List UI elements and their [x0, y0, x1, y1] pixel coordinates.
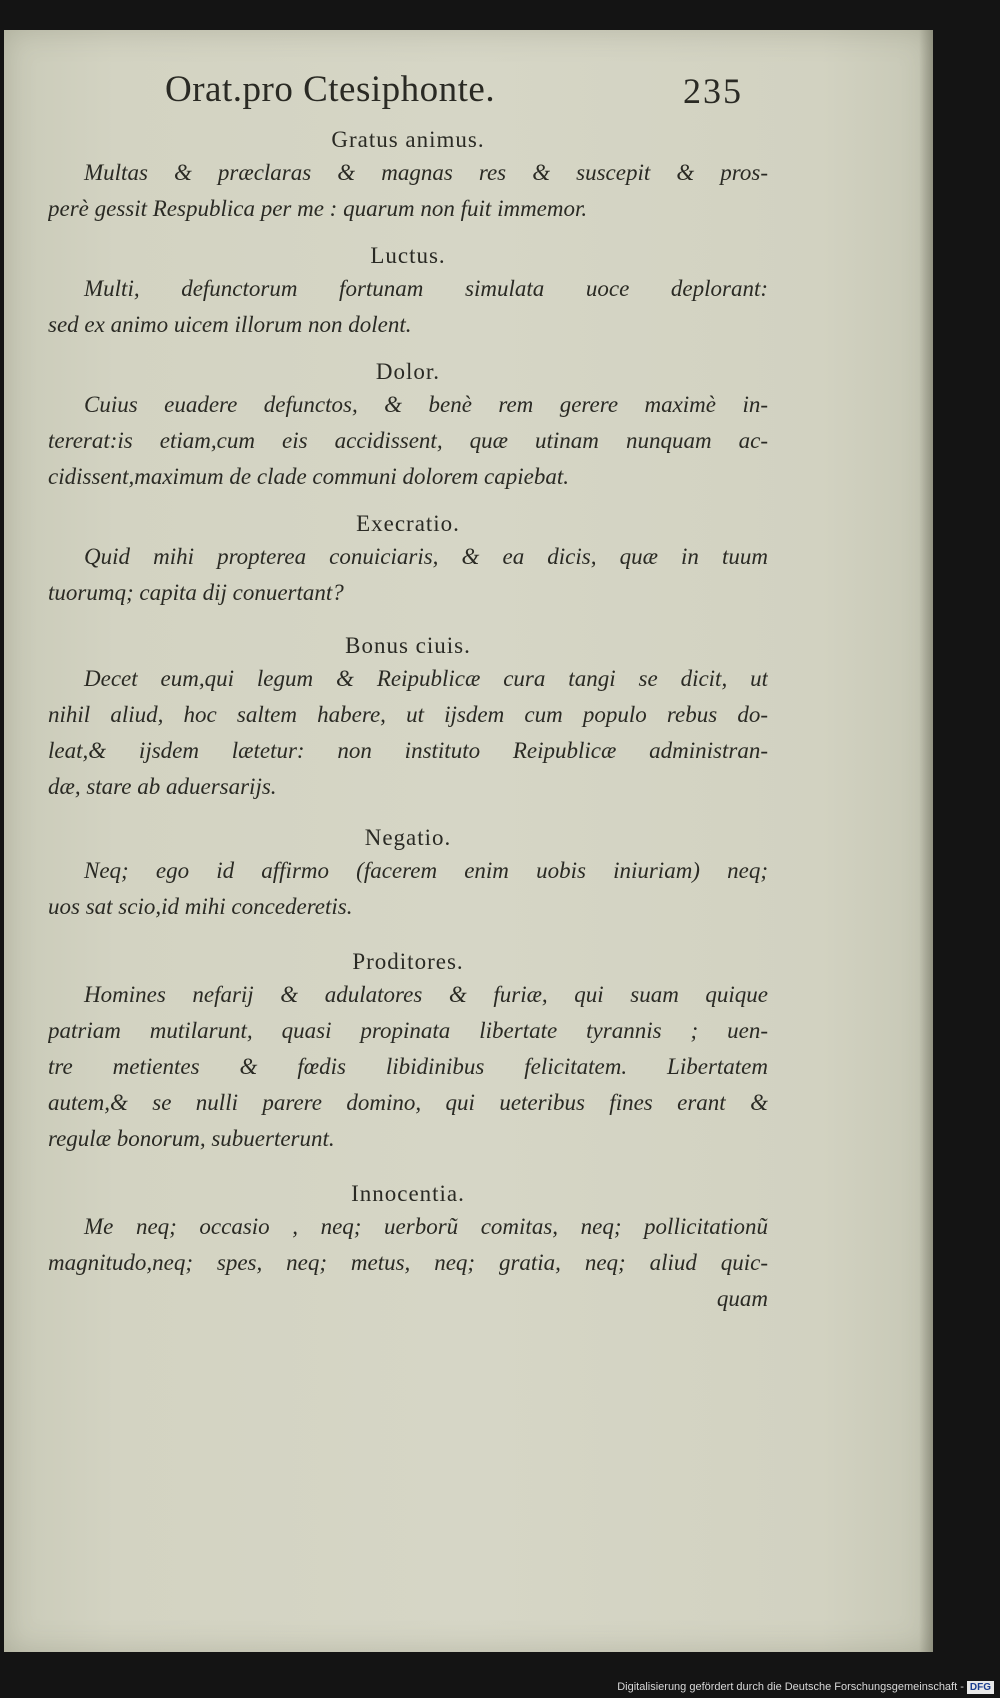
text-line: Homines nefarij & adulatores & furiæ, qui suam quique	[84, 982, 768, 1007]
credit-text: Digitalisierung gefördert durch die Deutsche Forschungsgemeinschaft -	[617, 1681, 964, 1693]
page-number: 235	[683, 71, 743, 111]
text-line: tuorumq; capita dij conuertant?	[48, 580, 344, 605]
text-line: regulæ bonorum, subuerterunt.	[48, 1126, 335, 1151]
section	[48, 125, 768, 227]
section-heading: Proditores.	[352, 949, 464, 974]
section-heading: Innocentia.	[351, 1181, 465, 1206]
running-title: Orat.pro Ctesiphonte.	[165, 69, 496, 110]
text-line: Me neq; occasio , neq; uerborũ comitas, neq; pollicitationũ	[84, 1214, 768, 1239]
section	[48, 241, 768, 343]
section-body	[48, 271, 768, 343]
text-line: Cuius euadere defunctos, & benè rem gerere maximè in-	[84, 392, 768, 417]
sections-container	[48, 125, 768, 1317]
section	[48, 1179, 768, 1281]
section	[48, 947, 768, 1157]
text-line: autem,& se nulli parere domino, qui ueteribus fines erant &	[48, 1090, 768, 1115]
section	[48, 357, 768, 495]
text-line: tererat:is etiam,cum eis accidissent, quæ utinam nunquam ac-	[48, 428, 768, 453]
section	[48, 509, 768, 611]
section-body	[48, 539, 768, 611]
text-line: nihil aliud, hoc saltem habere, ut ijsdem cum populo rebus do-	[48, 702, 768, 727]
text-line: Neq; ego id affirmo (facerem enim uobis iniuriam) neq;	[84, 858, 768, 883]
page-header	[48, 30, 768, 110]
text-line: perè gessit Respublica per me : quarum non fuit immemor.	[48, 196, 588, 221]
catchword: quam	[716, 1286, 768, 1311]
text-line: sed ex animo uicem illorum non dolent.	[48, 312, 412, 337]
text-line: Multas & præclaras & magnas res & suscepit & pros-	[84, 160, 768, 185]
section-body	[48, 155, 768, 227]
section-body	[48, 977, 768, 1157]
text-line: Quid mihi propterea conuiciaris, & ea dicis, quæ in tuum	[84, 544, 768, 569]
text-line: leat,& ijsdem lætetur: non instituto Reipublicæ administran-	[48, 738, 768, 763]
text-line: dæ, stare ab aduersarijs.	[48, 774, 277, 799]
page-edge-shadow	[919, 30, 933, 1652]
text-line: patriam mutilarunt, quasi propinata libertate tyrannis ; uen-	[48, 1018, 768, 1043]
book-page	[4, 30, 933, 1652]
section-heading: Execratio.	[356, 511, 460, 536]
section-body	[48, 387, 768, 495]
section	[48, 631, 768, 805]
text-line: uos sat scio,id mihi concederetis.	[48, 894, 353, 919]
section-heading: Negatio.	[364, 825, 452, 850]
section	[48, 823, 768, 925]
text-line: tre metientes & fœdis libidinibus felicitatem. Libertatem	[48, 1054, 768, 1079]
section-heading: Bonus ciuis.	[345, 633, 471, 658]
text-line: cidissent,maximum de clade communi dolorem capiebat.	[48, 464, 570, 489]
section-body	[48, 853, 768, 925]
section-heading: Dolor.	[375, 359, 441, 384]
digitization-credit	[617, 1681, 994, 1694]
section-heading: Gratus animus.	[331, 127, 485, 152]
text-line: Decet eum,qui legum & Reipublicæ cura tangi se dicit, ut	[84, 666, 768, 691]
text-line: Multi, defunctorum fortunam simulata uoce deplorant:	[84, 276, 768, 301]
dfg-logo: DFG	[967, 1681, 994, 1694]
section-body	[48, 1209, 768, 1281]
section-heading: Luctus.	[370, 243, 446, 268]
section-body	[48, 661, 768, 805]
text-line: magnitudo,neq; spes, neq; metus, neq; gratia, neq; aliud quic-	[48, 1250, 768, 1275]
